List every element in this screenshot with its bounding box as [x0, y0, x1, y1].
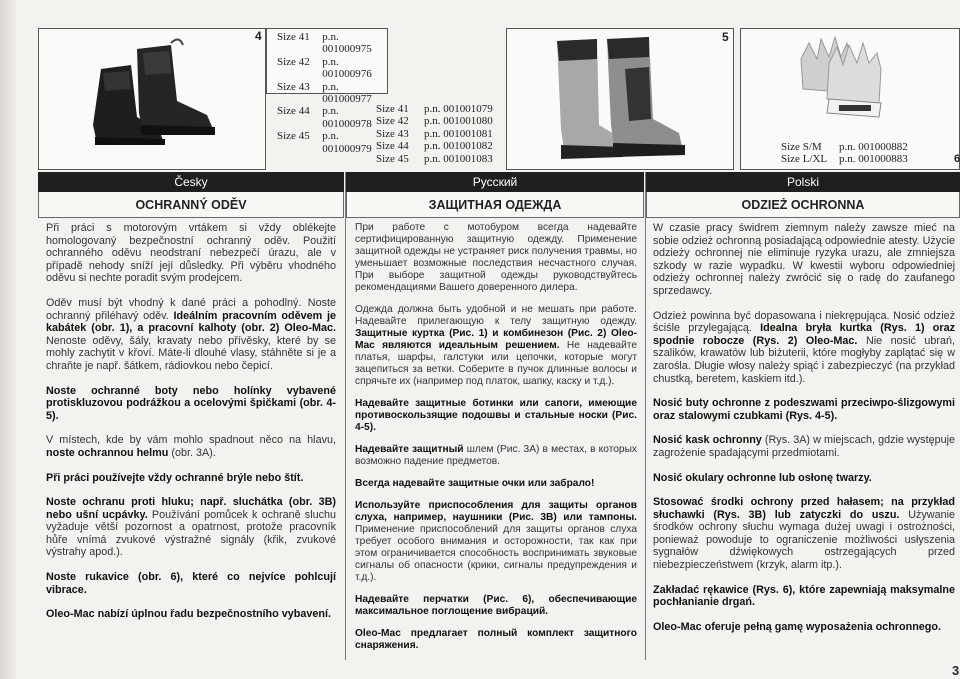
text-run: Odzież powinna być dopasowana i niekrępująca. Nosić odzież ściśle przylegającą.: [653, 309, 955, 335]
text-run: шлем (Рис. 3А) в местах, в которых возможно падение предметов.: [355, 444, 637, 467]
paragraph: [355, 444, 637, 468]
text-run: При работе с мотобуром всегда надевайте сертифицированную защитную одежду. Применение защитной одежды не устраняет риск получения травмы, но уменьшает возможные последствия несчастного случая. При выборе защитной одежды руководствуйтесь рекомендациями Вашего доверенного дилера.: [355, 222, 637, 293]
column-divider: [645, 172, 646, 660]
bold-run: Надевайте защитный: [355, 444, 464, 455]
boot-size-table: [266, 28, 388, 155]
rubber-boot-size-table: [376, 103, 506, 165]
lang-header-polish: Polski: [646, 172, 960, 192]
text-run: (Rys. 3A) w miejscach, gdzie występuje zagrożenie spadającymi przedmiotami.: [653, 434, 955, 459]
rubber-boots-image: [507, 29, 733, 169]
figure-4-number: 4: [255, 29, 262, 43]
paragraph: [355, 500, 637, 584]
bold-run: Надевайте перчатки (Рис. 6), обеспечивающие максимальное поглощение вибраций.: [355, 594, 637, 617]
bold-run: Stosować środki ochrony przed hałasem; na przykład słuchawki (Rys. 3B) lub zatyczki do uszu.: [653, 496, 955, 521]
bold-run: Oleo-Mac oferuje pełną gamę wyposażenia ochronnego.: [653, 620, 941, 633]
text-run: Nie nosić ubrań, szalików, krawatów lub biżuterii, które mogłyby zaplątać się w zarośla. Długie włosy należy spiąć i zabezpieczyć (na przykład chustką, beretem, kaskiem itd.).: [653, 334, 955, 385]
lang-header-czech: Česky: [38, 172, 344, 192]
paragraph: [653, 397, 955, 422]
paragraph: [355, 222, 637, 294]
paragraph: [653, 584, 955, 609]
text-run: Nenoste oděvy, šály, kravaty nebo přívěsky, které by se mohly zachytit v křoví. Máte-li dlouhé vlasy, stáhněte si je a chraňte je např. šátkem, rádiovkou nebo čepicí.: [46, 334, 336, 372]
page-number: 3: [952, 663, 960, 678]
size-row: Size 45 p.n. 001000979: [277, 130, 372, 155]
paragraph: [653, 310, 955, 386]
text-run: (obr. 3A).: [168, 446, 216, 459]
paragraph: [46, 472, 336, 485]
size-row: Size 42 p.n. 001001080: [376, 115, 493, 128]
paragraph: [46, 297, 336, 373]
section-title-czech: OCHRANNÝ ODĚV: [38, 192, 344, 218]
section-title-polish: ODZIEŻ OCHRONNA: [646, 192, 960, 218]
bold-run: Idealna bryła kurtka (Rys. 1) oraz spodnie robocze (Rys. 2) Oleo-Mac.: [653, 322, 955, 347]
text-run: Oděv musí být vhodný k dané práci a pohodlný. Noste ochranný přiléhavý oděv.: [46, 296, 336, 322]
figure-4-boots: [38, 28, 266, 170]
column-polish: [653, 222, 955, 645]
figure-5-number: 5: [722, 30, 729, 44]
size-row: Size 42 p.n. 001000976: [277, 55, 372, 81]
paragraph: [46, 222, 336, 285]
text-run: Používání pomůcek k ochraně sluchu vyžaduje větší pozornost a opatrnost, protože pracovník hůře vnímá zvukové výstražné signály (křik, zvukové výstrahy apod.).: [46, 508, 336, 559]
gloves-image: [741, 29, 959, 119]
paragraph: [355, 594, 637, 618]
paragraph: [355, 628, 637, 652]
column-czech: [46, 222, 336, 633]
text-run: Одежда должна быть удобной и не мешать при работе. Надевайте прилегающую к телу защитную одежду.: [355, 304, 637, 327]
bold-run: Noste ochranné boty nebo holínky vybavené protiskluzovou podrážkou a ocelovými špičkami (obr. 4-5).: [46, 384, 336, 422]
text-run: W czasie pracy świdrem ziemnym należy zawsze mieć na sobie odzież ochronną posiadającą odpowiednie atesty. Użycie odzieży ochronnej nie eliminuje ryzyka urazu, ale zmniejsza szkody w razie wypadku. W kwestii wyboru odpowiedniej odzieży ochronnej należy zwrócić się o radę do zaufanego sprzedawcy.: [653, 222, 955, 297]
paragraph: [653, 496, 955, 572]
bold-run: Надевайте защитные ботинки или сапоги, имеющие противоскользящие подошвы и стальные носки (Рис. 4-5).: [355, 398, 637, 433]
figure-edge-char: 6: [954, 153, 960, 165]
page-spine: [0, 0, 18, 679]
section-title-russian: ЗАЩИТНАЯ ОДЕЖДА: [346, 192, 644, 218]
figure-5-rubber-boots: [506, 28, 734, 170]
text-run: Při práci s motorovým vrtákem si vždy oblékejte homologovaný bezpečnostní ochranný oděv. Použití ochranného oděvu neodstraní nebezpečí úrazu, ale v případě nehody sníží její důsledky. Při výběru vhodného oděvu si nechte poradit svým prodejcem.: [46, 222, 336, 285]
bold-run: Nosić okulary ochronne lub osłonę twarzy.: [653, 471, 872, 484]
bold-run: Ideálním pracovním oděvem je kabátek (obr. 1), a pracovní kalhoty (obr. 2) Oleo-Mac.: [46, 309, 336, 335]
bold-run: Noste rukavice (obr. 6), které co nejvíce pohlcují vibrace.: [46, 571, 336, 596]
size-row: Size 41 p.n. 001000975: [277, 31, 372, 56]
bold-run: Nosić kask ochronny: [653, 434, 762, 447]
size-row: Size 45 p.n. 001001083: [376, 152, 493, 165]
bold-run: Zakładać rękawice (Rys. 6), które zapewniają maksymalne pochłanianie drgań.: [653, 583, 955, 609]
bold-run: noste ochrannou helmu: [46, 446, 169, 459]
bold-run: Защитные куртка (Рис. 1) и комбинезон (Рис. 2) Oleo-Mac являются идеальным решением.: [355, 328, 637, 351]
glove-size-table: [781, 141, 951, 166]
paragraph: [46, 571, 336, 596]
bold-run: Nosić buty ochronne z podeszwami przeciwpo-ślizgowymi oraz stalowymi czubkami (Rys. 4-5).: [653, 397, 955, 422]
paragraph: [46, 434, 336, 459]
size-row: Size L/XL p.n. 001000883: [781, 153, 908, 166]
column-divider: [345, 172, 346, 660]
text-run: Применение приспособлений для защиты органов слуха требует особого внимания и осторожности, так как при этом ограничивается способность воспринимать звуковые сигналы об опасности (крики, сигналы предупреждения и т.д.).: [355, 524, 637, 583]
safety-boots-image: [39, 29, 265, 169]
paragraph: [355, 398, 637, 434]
paragraph: [46, 385, 336, 423]
size-row: Size 44 p.n. 001000978: [277, 105, 372, 130]
paragraph: [653, 222, 955, 298]
text-run: Używanie środków ochrony słuchu wymaga dużej uwagi i ostrożności, ponieważ powoduje to ograniczenie możliwości usłyszenia sygnałów dźwiękowych ostrzegających przed niebezpieczeństwem (krzyk, alarm itp.).: [653, 508, 955, 572]
size-row: Size 44 p.n. 001001082: [376, 140, 493, 153]
paragraph: [653, 472, 955, 485]
column-russian: [355, 222, 637, 662]
paragraph: [653, 434, 955, 459]
size-row: Size S/M p.n. 001000882: [781, 141, 908, 153]
paragraph: [46, 496, 336, 559]
text-run: Не надевайте платья, шарфы, галстуки или цепочки, которые могут зацепиться за ветки. Соберите в пучок длинные волосы и спрячьте их (например под платок, шапку, каску и т.д.).: [355, 340, 637, 387]
size-row: Size 41 p.n. 001001079: [376, 103, 493, 115]
paragraph: [653, 621, 955, 634]
bold-run: Oleo-Mac nabízí úplnou řadu bezpečnostního vybavení.: [46, 608, 331, 621]
lang-header-russian: Русский: [346, 172, 644, 192]
size-row: Size 43 p.n. 001001081: [376, 127, 493, 140]
paragraph: [355, 478, 637, 490]
bold-run: Noste ochranu proti hluku; např. sluchátka (obr. 3B) nebo ušní ucpávky.: [46, 496, 336, 521]
size-row: Size 43 p.n. 001000977: [277, 80, 372, 106]
bold-run: Při práci používejte vždy ochranné brýle nebo štít.: [46, 471, 304, 484]
bold-run: Используйте приспособления для защиты органов слуха, например, наушники (Рис. 3B) или тампоны.: [355, 500, 637, 523]
paragraph: [46, 608, 336, 621]
bold-run: Oleo-Mac предлагает полный комплект защитного снаряжения.: [355, 628, 637, 651]
text-run: V místech, kde by vám mohlo spadnout něco na hlavu,: [46, 434, 336, 447]
paragraph: [355, 304, 637, 388]
bold-run: Всегда надевайте защитные очки или забрало!: [355, 478, 595, 489]
